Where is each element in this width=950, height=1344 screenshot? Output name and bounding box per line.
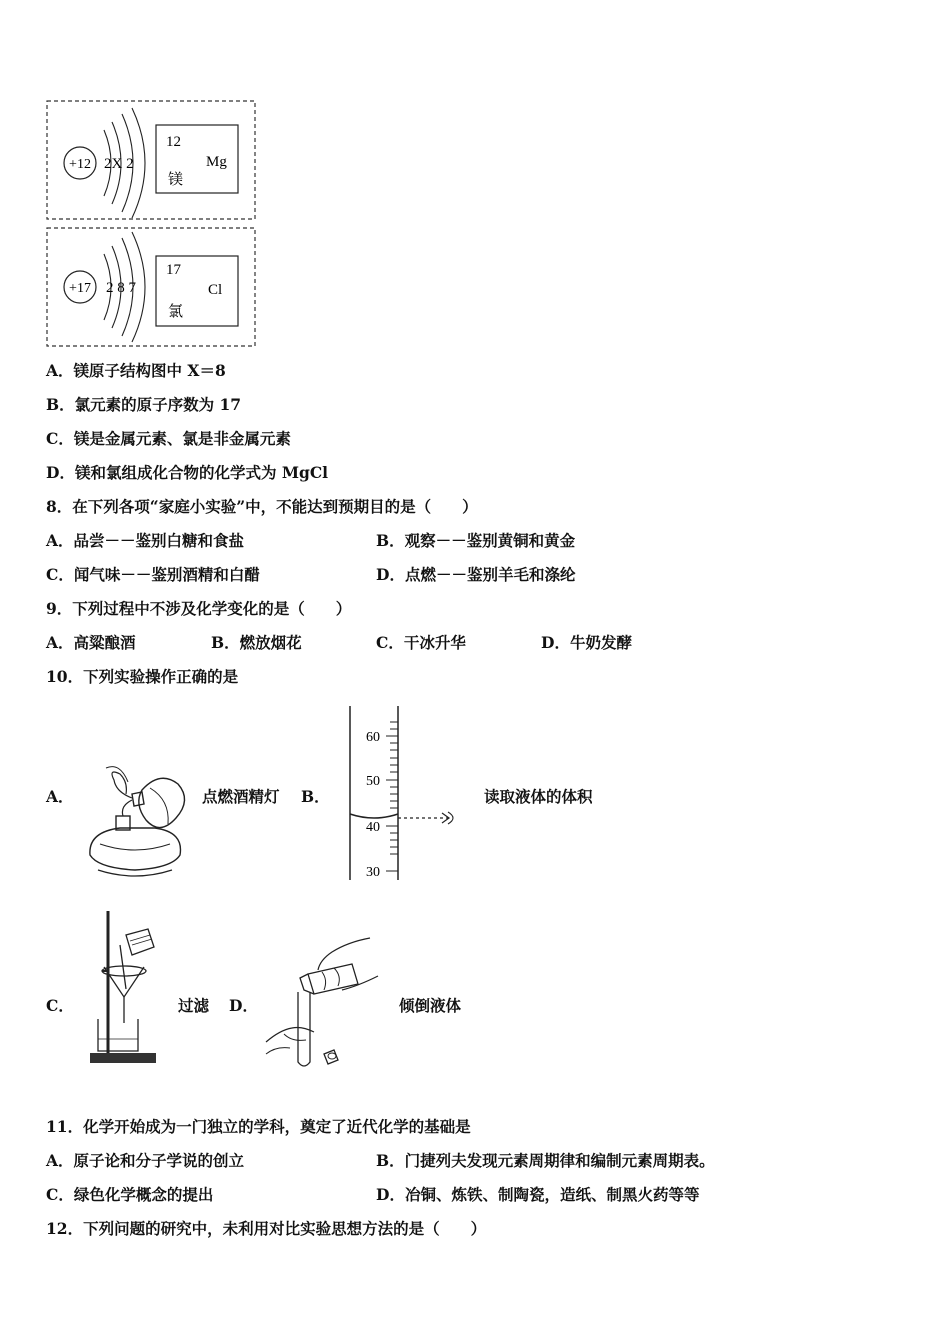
q8-stem: 8．在下列各项“家庭小实验”中，不能达到预期目的是（ ）	[46, 497, 478, 516]
q7-option-c: C．镁是金属元素、氯是非金属元素	[46, 429, 291, 448]
q9-option-d: D．牛奶发酵	[541, 633, 632, 652]
q8-option-c: C．闻气味－－鉴别酒精和白醋	[46, 565, 260, 584]
q10-option-c-text: 过滤	[178, 996, 210, 1015]
q11-option-c: C．绿色化学概念的提出	[46, 1185, 214, 1204]
mg-name: 镁	[168, 172, 184, 188]
q8-option-d: D．点燃－－鉴别羊毛和涤纶	[376, 565, 576, 584]
q10-option-a-text: 点燃酒精灯	[202, 787, 280, 806]
mg-shells: 2X 2	[104, 156, 134, 172]
q10-option-c-letter: C．	[46, 996, 74, 1015]
atom-diagrams	[46, 100, 258, 348]
mg-nucleus: +12	[69, 157, 91, 172]
q9-option-a: A．高粱酿酒	[46, 633, 136, 652]
cl-shells: 2 8 7	[106, 280, 136, 296]
q10-option-b-letter: B．	[301, 787, 330, 806]
cylinder-tick-30: 30	[366, 865, 380, 880]
q10-option-d-letter: D．	[229, 996, 258, 1015]
q7-option-b: B．氯元素的原子序数为 17	[46, 395, 242, 414]
q11-option-b: B．门捷列夫发现元素周期律和编制元素周期表。	[376, 1151, 715, 1170]
q11-stem: 11．化学开始成为一门独立的学科，奠定了近代化学的基础是	[46, 1117, 471, 1136]
q8-option-a: A．品尝－－鉴别白糖和食盐	[46, 531, 245, 550]
lighting-alcohol-lamp-image	[80, 760, 198, 885]
cl-atomic-number: 17	[166, 262, 181, 278]
cl-name: 氯	[168, 304, 184, 320]
q7-option-d: D．镁和氯组成化合物的化学式为 MgCl	[46, 463, 329, 482]
q10-option-b-text: 读取液体的体积	[484, 787, 593, 806]
q9-option-c: C．干冰升华	[376, 633, 466, 652]
q8-option-b: B．观察－－鉴别黄铜和黄金	[376, 531, 576, 550]
cl-nucleus: +17	[69, 281, 91, 296]
q9-option-b: B．燃放烟花	[211, 633, 302, 652]
cl-symbol: Cl	[208, 282, 223, 298]
q9-stem: 9．下列过程中不涉及化学变化的是（ ）	[46, 599, 352, 618]
cylinder-tick-40: 40	[366, 820, 380, 835]
q12-stem: 12．下列问题的研究中，未利用对比实验思想方法的是（ ）	[46, 1219, 487, 1238]
q11-option-d: D．冶铜、炼铁、制陶瓷，造纸、制黑火药等等	[376, 1185, 700, 1204]
q7-option-a: A．镁原子结构图中 X＝8	[46, 361, 226, 380]
q10-option-a-letter: A．	[46, 787, 74, 806]
cylinder-tick-50: 50	[366, 774, 380, 789]
q10-stem: 10．下列实验操作正确的是	[46, 667, 239, 686]
q11-option-a: A．原子论和分子学说的创立	[46, 1151, 245, 1170]
mg-symbol: Mg	[206, 154, 227, 170]
graduated-cylinder-image	[340, 704, 470, 884]
cylinder-tick-60: 60	[366, 730, 380, 745]
filtration-apparatus-image	[80, 905, 170, 1075]
q10-option-d-text: 倾倒液体	[399, 996, 462, 1015]
pouring-liquid-image	[262, 930, 384, 1075]
atom-structure-figure	[46, 100, 258, 348]
mg-atomic-number: 12	[166, 134, 181, 150]
